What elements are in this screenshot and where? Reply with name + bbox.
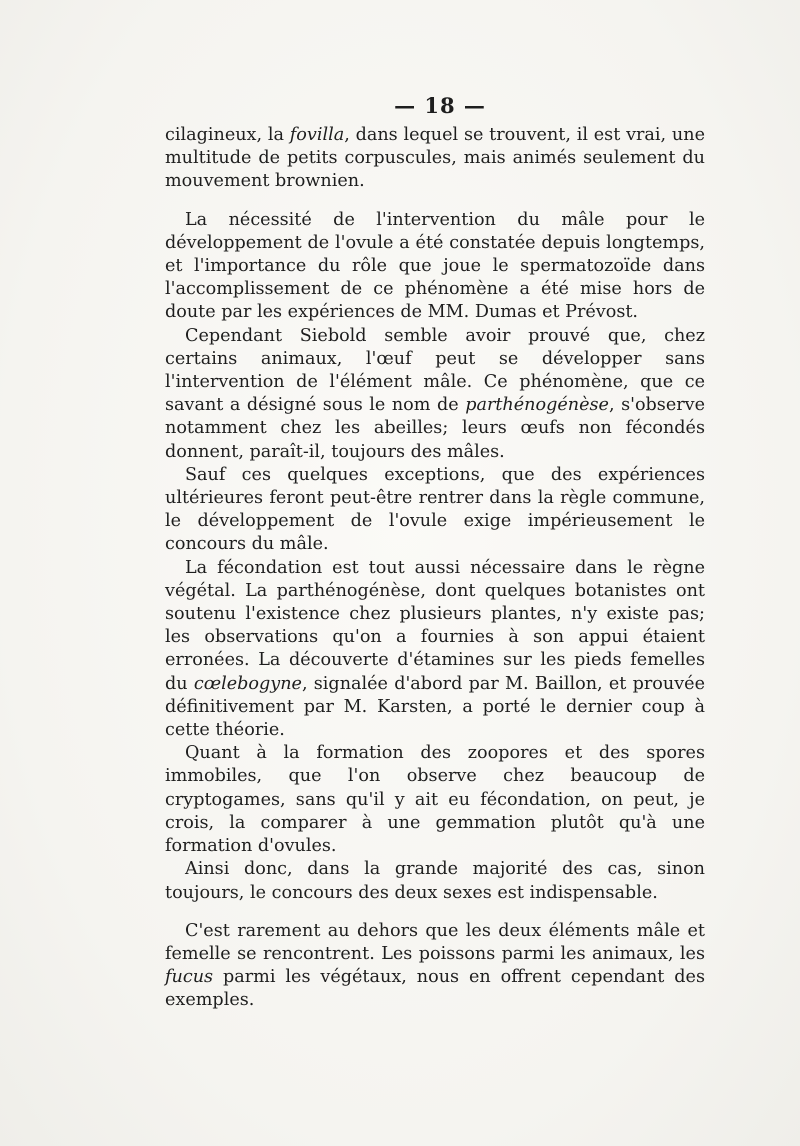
text-run: La nécessité de l'intervention du mâle pour le développement de l'ovule a été constatée depuis longtemps, et l'importance du rôle que joue le spermatozoïde dans l'accomplissement de ce phénomène a été mise hors de doute par les expériences de MM. Dumas et Prévost. <box>165 209 705 323</box>
italic-term: cœlebogyne <box>193 673 302 694</box>
italic-term: fovilla <box>289 125 345 145</box>
italic-term: parthénogénèse <box>465 395 609 416</box>
paragraph <box>165 124 705 194</box>
text-run: , s'observe notamment chez les abeilles; leurs œufs non fécondés donnent, paraît-il, toujours des mâles. <box>165 395 705 462</box>
text-run: parmi les végétaux, nous en offrent cependant des exemples. <box>165 967 705 1011</box>
text-run: Sauf ces quelques exceptions, que des expériences ultérieures feront peut-être rentrer dans la règle commune, le développement de l'ovule exige impérieusement le concours du mâle. <box>165 464 705 555</box>
paragraph <box>165 209 705 325</box>
paragraph <box>165 742 705 858</box>
text-run: C'est rarement au dehors que les deux éléments mâle et femelle se rencontrent. Les poissons parmi les animaux, les <box>165 920 705 964</box>
paragraph <box>165 464 705 557</box>
text-run: Ainsi donc, dans la grande majorité des cas, sinon toujours, le concours des deux sexes est indispensable. <box>165 859 705 903</box>
text-run: , dans lequel se trouvent, il est vrai, une multitude de petits corpuscules, mais animés seulement du mouvement brownien. <box>165 125 705 192</box>
paragraph <box>165 920 705 1013</box>
paragraph <box>165 858 705 904</box>
text-run: Quant à la formation des zoopores et des spores immobiles, que l'on observe chez beaucoup de cryptogames, sans qu'il y ait eu fécondation, on peut, je crois, la comparer à une gemmation plutôt qu'à une formation d'ovules. <box>165 743 705 857</box>
text-run: cilagineux, la <box>165 125 290 145</box>
page-number: — 18 — <box>394 93 486 118</box>
paragraph <box>165 325 705 464</box>
paragraph <box>165 557 705 743</box>
italic-term: fucus <box>165 967 214 988</box>
text-run: Cependant Siebold semble avoir prouvé que, chez certains animaux, l'œuf peut se développer sans l'intervention de l'élément mâle. Ce phénomène, que ce savant a désigné sous le nom de <box>165 325 705 416</box>
body-text <box>165 124 705 1013</box>
text-run: La fécondation est tout aussi nécessaire dans le règne végétal. La parthénogénèse, dont quelques botanistes ont soutenu l'existence chez plusieurs plantes, n'y existe pas; les observations qu'on a fournies à son appui étaient erronées. La découverte d'étamines sur les pieds femelles du <box>165 557 705 694</box>
text-run: , signalée d'abord par M. Baillon, et prouvée définitivement par M. Karsten, a porté le dernier coup à cette théorie. <box>165 673 705 741</box>
